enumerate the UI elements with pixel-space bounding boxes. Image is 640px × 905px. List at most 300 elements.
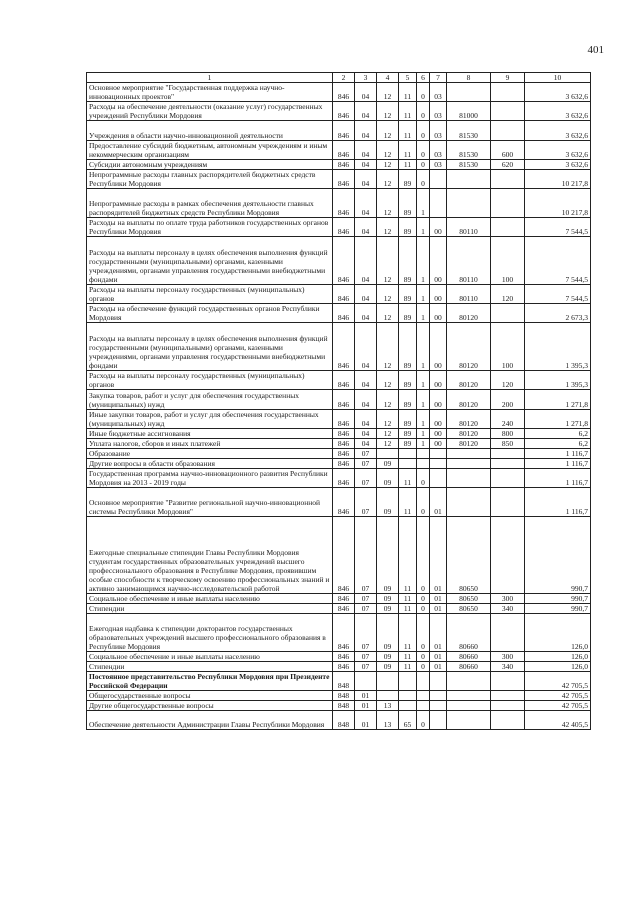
- code-subsection-cell: 09: [377, 516, 399, 593]
- code-gp-cell: 846: [333, 121, 355, 140]
- code-subsection-cell: 09: [377, 662, 399, 672]
- row-sum-cell: 42 705,5: [525, 691, 591, 701]
- code-section-cell: 04: [355, 236, 377, 284]
- row-sum-cell: 42 705,5: [525, 701, 591, 711]
- code-subprogram-cell: 1: [417, 284, 430, 303]
- code-subsection-cell: 12: [377, 188, 399, 217]
- header-cell: 6: [417, 73, 430, 83]
- code-subprogram-cell: 1: [417, 438, 430, 448]
- row-sum-cell: 3 632,6: [525, 121, 591, 140]
- table-row: [87, 691, 591, 701]
- row-name-cell: Основное мероприятие "Развитие региональной научно-инновационной системы Республики Мордовия": [87, 488, 333, 517]
- row-name-cell: Расходы на выплаты по оплате труда работников государственных органов Республики Мордовия: [87, 217, 333, 236]
- row-name-cell: Другие вопросы в области образования: [87, 458, 333, 468]
- code-expense-type-cell: 120: [491, 284, 525, 303]
- code-subprogram-cell: 0: [417, 613, 430, 651]
- row-name-cell: Субсидии автономным учреждениям: [87, 159, 333, 169]
- code-section-cell: 04: [355, 428, 377, 438]
- code-expense-type-cell: [491, 516, 525, 593]
- code-subsection-cell: 12: [377, 304, 399, 323]
- row-sum-cell: 1 116,7: [525, 488, 591, 517]
- code-program-cell: 11: [399, 516, 417, 593]
- code-subprogram-cell: [417, 672, 430, 691]
- code-subsection-cell: 12: [377, 159, 399, 169]
- table-row: [87, 390, 591, 409]
- code-program-cell: 11: [399, 593, 417, 603]
- table-row: [87, 304, 591, 323]
- code-event-cell: [430, 691, 447, 701]
- code-event-cell: 00: [430, 304, 447, 323]
- code-section-cell: 07: [355, 488, 377, 517]
- code-event-cell: 00: [430, 284, 447, 303]
- code-subsection-cell: 12: [377, 371, 399, 390]
- code-gp-cell: 846: [333, 371, 355, 390]
- code-gp-cell: 846: [333, 603, 355, 613]
- code-event-cell: 03: [430, 140, 447, 159]
- row-name-cell: Расходы на обеспечение деятельности (оказание услуг) государственных учреждений Республики Мордовия: [87, 102, 333, 121]
- code-gp-cell: 848: [333, 711, 355, 730]
- code-subprogram-cell: 0: [417, 121, 430, 140]
- row-name-cell: Непрограммные расходы в рамках обеспечения деятельности главных распорядителей бюджетных средств Республики Мордовия: [87, 188, 333, 217]
- code-subsection-cell: 12: [377, 409, 399, 428]
- header-cell: 1: [87, 73, 333, 83]
- row-sum-cell: 126,0: [525, 652, 591, 662]
- code-subsection-cell: [377, 691, 399, 701]
- page-number: 401: [587, 44, 604, 56]
- code-section-cell: 04: [355, 284, 377, 303]
- code-direction-cell: 80110: [447, 217, 491, 236]
- row-sum-cell: 3 632,6: [525, 83, 591, 102]
- code-gp-cell: 846: [333, 438, 355, 448]
- code-event-cell: [430, 711, 447, 730]
- code-direction-cell: 80110: [447, 236, 491, 284]
- row-sum-cell: 3 632,6: [525, 102, 591, 121]
- code-subsection-cell: 09: [377, 458, 399, 468]
- code-subprogram-cell: [417, 691, 430, 701]
- code-gp-cell: 846: [333, 448, 355, 458]
- code-direction-cell: [447, 701, 491, 711]
- code-expense-type-cell: [491, 701, 525, 711]
- code-expense-type-cell: 200: [491, 390, 525, 409]
- code-direction-cell: [447, 448, 491, 458]
- code-expense-type-cell: 100: [491, 323, 525, 371]
- code-subsection-cell: 12: [377, 236, 399, 284]
- code-event-cell: 00: [430, 217, 447, 236]
- row-sum-cell: 990,7: [525, 603, 591, 613]
- table-row: [87, 428, 591, 438]
- code-section-cell: 04: [355, 438, 377, 448]
- row-name-cell: Иные закупки товаров, работ и услуг для обеспечения государственных (муниципальных) нужд: [87, 409, 333, 428]
- code-event-cell: [430, 701, 447, 711]
- table-row: [87, 217, 591, 236]
- code-subsection-cell: 12: [377, 102, 399, 121]
- row-name-cell: Стипендии: [87, 603, 333, 613]
- code-direction-cell: 80650: [447, 603, 491, 613]
- code-direction-cell: 80120: [447, 323, 491, 371]
- code-subsection-cell: 12: [377, 438, 399, 448]
- row-name-cell: Основное мероприятие "Государственная поддержка научно-инновационных проектов": [87, 83, 333, 102]
- code-subprogram-cell: 0: [417, 468, 430, 487]
- row-sum-cell: 1 116,7: [525, 468, 591, 487]
- code-gp-cell: 846: [333, 236, 355, 284]
- code-direction-cell: 81530: [447, 159, 491, 169]
- code-gp-cell: 846: [333, 458, 355, 468]
- code-direction-cell: 80110: [447, 284, 491, 303]
- code-subprogram-cell: 1: [417, 217, 430, 236]
- code-direction-cell: 80120: [447, 304, 491, 323]
- code-subprogram-cell: 1: [417, 390, 430, 409]
- row-name-cell: Социальное обеспечение и иные выплаты населению: [87, 652, 333, 662]
- code-subsection-cell: 12: [377, 428, 399, 438]
- code-gp-cell: 846: [333, 652, 355, 662]
- table-row: [87, 448, 591, 458]
- code-event-cell: 01: [430, 488, 447, 517]
- code-event-cell: 01: [430, 613, 447, 651]
- code-program-cell: 89: [399, 236, 417, 284]
- table-body: [87, 83, 591, 730]
- code-section-cell: 04: [355, 304, 377, 323]
- row-sum-cell: 3 632,6: [525, 159, 591, 169]
- code-program-cell: [399, 448, 417, 458]
- code-event-cell: 03: [430, 121, 447, 140]
- code-direction-cell: [447, 711, 491, 730]
- code-direction-cell: 80120: [447, 371, 491, 390]
- header-cell: 2: [333, 73, 355, 83]
- code-gp-cell: 848: [333, 672, 355, 691]
- code-direction-cell: 80120: [447, 390, 491, 409]
- code-section-cell: 07: [355, 603, 377, 613]
- code-gp-cell: 846: [333, 323, 355, 371]
- code-program-cell: [399, 701, 417, 711]
- code-gp-cell: 846: [333, 102, 355, 121]
- row-name-cell: Другие общегосударственные вопросы: [87, 701, 333, 711]
- code-section-cell: 04: [355, 390, 377, 409]
- code-subsection-cell: 12: [377, 323, 399, 371]
- row-name-cell: Социальное обеспечение и иные выплаты населению: [87, 593, 333, 603]
- table-row: [87, 284, 591, 303]
- code-subprogram-cell: 0: [417, 169, 430, 188]
- code-program-cell: 11: [399, 652, 417, 662]
- code-subsection-cell: 09: [377, 593, 399, 603]
- code-subsection-cell: 13: [377, 711, 399, 730]
- code-expense-type-cell: [491, 691, 525, 701]
- code-subprogram-cell: 0: [417, 603, 430, 613]
- code-program-cell: 89: [399, 323, 417, 371]
- code-section-cell: 04: [355, 188, 377, 217]
- code-program-cell: [399, 691, 417, 701]
- code-subsection-cell: 09: [377, 652, 399, 662]
- code-program-cell: 89: [399, 428, 417, 438]
- code-expense-type-cell: [491, 304, 525, 323]
- table-row: [87, 603, 591, 613]
- code-program-cell: 11: [399, 121, 417, 140]
- code-direction-cell: [447, 83, 491, 102]
- code-gp-cell: 846: [333, 83, 355, 102]
- table-row: [87, 516, 591, 593]
- table-row: [87, 323, 591, 371]
- code-subprogram-cell: 1: [417, 409, 430, 428]
- code-subprogram-cell: [417, 458, 430, 468]
- code-event-cell: 01: [430, 593, 447, 603]
- code-subsection-cell: [377, 672, 399, 691]
- code-program-cell: 65: [399, 711, 417, 730]
- row-name-cell: Общегосударственные вопросы: [87, 691, 333, 701]
- row-name-cell: Расходы на выплаты персоналу государственных (муниципальных) органов: [87, 284, 333, 303]
- code-gp-cell: 846: [333, 613, 355, 651]
- code-event-cell: 00: [430, 428, 447, 438]
- table-row: [87, 83, 591, 102]
- code-subprogram-cell: 1: [417, 188, 430, 217]
- table-row: [87, 613, 591, 651]
- table-row: [87, 593, 591, 603]
- row-name-cell: Стипендии: [87, 662, 333, 672]
- row-sum-cell: 6,2: [525, 438, 591, 448]
- code-gp-cell: 846: [333, 217, 355, 236]
- code-event-cell: [430, 672, 447, 691]
- table-row: [87, 102, 591, 121]
- table-row: [87, 371, 591, 390]
- code-subprogram-cell: 0: [417, 652, 430, 662]
- code-direction-cell: [447, 691, 491, 701]
- table-row: [87, 188, 591, 217]
- code-event-cell: 00: [430, 323, 447, 371]
- code-subprogram-cell: 1: [417, 428, 430, 438]
- row-name-cell: Постоянное представительство Республики Мордовия при Президенте Российской Федерации: [87, 672, 333, 691]
- table-header-row: [87, 73, 591, 83]
- code-subsection-cell: 09: [377, 613, 399, 651]
- row-name-cell: Предоставление субсидий бюджетным, автономным учреждениям и иным некоммерческим организациям: [87, 140, 333, 159]
- code-subprogram-cell: [417, 448, 430, 458]
- code-event-cell: 03: [430, 83, 447, 102]
- code-section-cell: 04: [355, 323, 377, 371]
- code-subsection-cell: 12: [377, 140, 399, 159]
- code-gp-cell: 846: [333, 390, 355, 409]
- code-subprogram-cell: 0: [417, 593, 430, 603]
- code-direction-cell: 81530: [447, 140, 491, 159]
- row-sum-cell: 42 705,5: [525, 672, 591, 691]
- code-section-cell: 01: [355, 711, 377, 730]
- code-section-cell: 07: [355, 458, 377, 468]
- code-gp-cell: 846: [333, 188, 355, 217]
- code-section-cell: 04: [355, 121, 377, 140]
- row-name-cell: Учреждения в области научно-инновационной деятельности: [87, 121, 333, 140]
- code-expense-type-cell: [491, 188, 525, 217]
- header-cell: 8: [447, 73, 491, 83]
- code-expense-type-cell: [491, 672, 525, 691]
- code-subsection-cell: 12: [377, 390, 399, 409]
- row-sum-cell: 7 544,5: [525, 217, 591, 236]
- code-event-cell: [430, 468, 447, 487]
- row-name-cell: Расходы на выплаты персоналу в целях обеспечения выполнения функций государственными (муниципальными) органами, казенными учреждениями, органами управления государственными внебюджетными фондами: [87, 323, 333, 371]
- code-program-cell: [399, 458, 417, 468]
- header-cell: 10: [525, 73, 591, 83]
- code-direction-cell: 80650: [447, 516, 491, 593]
- code-subprogram-cell: 1: [417, 304, 430, 323]
- table-row: [87, 701, 591, 711]
- row-sum-cell: 1 395,3: [525, 371, 591, 390]
- code-direction-cell: 80120: [447, 409, 491, 428]
- row-name-cell: Иные бюджетные ассигнования: [87, 428, 333, 438]
- row-name-cell: Непрограммные расходы главных распорядителей бюджетных средств Республики Мордовия: [87, 169, 333, 188]
- code-subsection-cell: 12: [377, 169, 399, 188]
- code-subsection-cell: [377, 448, 399, 458]
- table-row: [87, 236, 591, 284]
- code-event-cell: [430, 448, 447, 458]
- code-gp-cell: 846: [333, 488, 355, 517]
- row-sum-cell: 1 271,8: [525, 390, 591, 409]
- code-section-cell: 04: [355, 169, 377, 188]
- table-row: [87, 438, 591, 448]
- code-program-cell: 11: [399, 613, 417, 651]
- code-gp-cell: 846: [333, 428, 355, 438]
- code-program-cell: 11: [399, 83, 417, 102]
- row-name-cell: Расходы на выплаты персоналу государственных (муниципальных) органов: [87, 371, 333, 390]
- code-direction-cell: [447, 188, 491, 217]
- code-expense-type-cell: 100: [491, 236, 525, 284]
- table-row: [87, 468, 591, 487]
- code-direction-cell: 80660: [447, 662, 491, 672]
- row-sum-cell: 10 217,8: [525, 169, 591, 188]
- code-program-cell: 89: [399, 188, 417, 217]
- code-expense-type-cell: 600: [491, 140, 525, 159]
- row-sum-cell: 1 395,3: [525, 323, 591, 371]
- code-direction-cell: 80660: [447, 652, 491, 662]
- code-subprogram-cell: 1: [417, 323, 430, 371]
- code-direction-cell: 80120: [447, 428, 491, 438]
- code-event-cell: 01: [430, 516, 447, 593]
- row-name-cell: Расходы на обеспечение функций государственных органов Республики Мордовия: [87, 304, 333, 323]
- table-row: [87, 672, 591, 691]
- code-program-cell: 11: [399, 603, 417, 613]
- code-subsection-cell: 12: [377, 284, 399, 303]
- code-expense-type-cell: [491, 468, 525, 487]
- table-row: [87, 409, 591, 428]
- code-subsection-cell: 12: [377, 121, 399, 140]
- code-section-cell: 04: [355, 102, 377, 121]
- code-gp-cell: 846: [333, 304, 355, 323]
- code-event-cell: 00: [430, 236, 447, 284]
- code-program-cell: 89: [399, 169, 417, 188]
- code-expense-type-cell: [491, 488, 525, 517]
- code-section-cell: 07: [355, 448, 377, 458]
- code-gp-cell: 846: [333, 593, 355, 603]
- code-event-cell: 00: [430, 409, 447, 428]
- row-sum-cell: 42 405,5: [525, 711, 591, 730]
- table-row: [87, 159, 591, 169]
- code-expense-type-cell: 340: [491, 662, 525, 672]
- code-section-cell: 07: [355, 613, 377, 651]
- code-gp-cell: 846: [333, 516, 355, 593]
- row-sum-cell: 1 116,7: [525, 448, 591, 458]
- code-program-cell: 89: [399, 409, 417, 428]
- code-program-cell: 89: [399, 304, 417, 323]
- code-gp-cell: 846: [333, 284, 355, 303]
- code-expense-type-cell: [491, 217, 525, 236]
- code-expense-type-cell: 340: [491, 603, 525, 613]
- code-direction-cell: 81530: [447, 121, 491, 140]
- code-program-cell: 89: [399, 390, 417, 409]
- row-sum-cell: 1 116,7: [525, 458, 591, 468]
- row-sum-cell: 126,0: [525, 613, 591, 651]
- header-cell: 4: [377, 73, 399, 83]
- code-program-cell: 89: [399, 284, 417, 303]
- code-program-cell: [399, 672, 417, 691]
- row-sum-cell: 2 673,3: [525, 304, 591, 323]
- code-section-cell: 07: [355, 662, 377, 672]
- row-sum-cell: 10 217,8: [525, 188, 591, 217]
- row-name-cell: Образование: [87, 448, 333, 458]
- code-expense-type-cell: [491, 102, 525, 121]
- code-expense-type-cell: 120: [491, 371, 525, 390]
- code-event-cell: 01: [430, 652, 447, 662]
- code-subprogram-cell: 0: [417, 159, 430, 169]
- code-section-cell: 07: [355, 593, 377, 603]
- code-section-cell: 04: [355, 217, 377, 236]
- code-expense-type-cell: 300: [491, 593, 525, 603]
- code-subprogram-cell: 0: [417, 662, 430, 672]
- code-section-cell: 01: [355, 701, 377, 711]
- table-row: [87, 140, 591, 159]
- row-sum-cell: 7 544,5: [525, 236, 591, 284]
- code-expense-type-cell: [491, 121, 525, 140]
- row-name-cell: Расходы на выплаты персоналу в целях обеспечения выполнения функций государственными (муниципальными) органами, казенными учреждениями, органами управления государственными внебюджетными фондами: [87, 236, 333, 284]
- code-subprogram-cell: 0: [417, 516, 430, 593]
- code-event-cell: [430, 169, 447, 188]
- code-program-cell: 11: [399, 468, 417, 487]
- code-subprogram-cell: 0: [417, 102, 430, 121]
- code-event-cell: 01: [430, 662, 447, 672]
- code-expense-type-cell: 620: [491, 159, 525, 169]
- table-row: [87, 169, 591, 188]
- table-row: [87, 121, 591, 140]
- code-subprogram-cell: [417, 701, 430, 711]
- code-expense-type-cell: [491, 711, 525, 730]
- code-subprogram-cell: 1: [417, 371, 430, 390]
- code-subprogram-cell: 0: [417, 711, 430, 730]
- code-direction-cell: [447, 468, 491, 487]
- code-gp-cell: 846: [333, 468, 355, 487]
- table-row: [87, 711, 591, 730]
- code-expense-type-cell: [491, 83, 525, 102]
- code-gp-cell: 846: [333, 140, 355, 159]
- code-direction-cell: 81000: [447, 102, 491, 121]
- code-direction-cell: [447, 672, 491, 691]
- code-direction-cell: 80650: [447, 593, 491, 603]
- code-program-cell: 11: [399, 662, 417, 672]
- code-subprogram-cell: 0: [417, 83, 430, 102]
- code-expense-type-cell: 240: [491, 409, 525, 428]
- code-event-cell: 01: [430, 603, 447, 613]
- code-direction-cell: [447, 458, 491, 468]
- code-program-cell: 89: [399, 371, 417, 390]
- row-sum-cell: 1 271,8: [525, 409, 591, 428]
- budget-table: [86, 72, 591, 730]
- code-event-cell: 03: [430, 102, 447, 121]
- code-program-cell: 89: [399, 438, 417, 448]
- header-cell: 5: [399, 73, 417, 83]
- code-section-cell: 04: [355, 159, 377, 169]
- code-direction-cell: 80120: [447, 438, 491, 448]
- code-section-cell: 07: [355, 516, 377, 593]
- code-expense-type-cell: [491, 458, 525, 468]
- code-expense-type-cell: [491, 448, 525, 458]
- code-gp-cell: 846: [333, 409, 355, 428]
- code-gp-cell: 848: [333, 701, 355, 711]
- code-expense-type-cell: [491, 613, 525, 651]
- code-program-cell: 11: [399, 488, 417, 517]
- code-subsection-cell: 09: [377, 468, 399, 487]
- code-section-cell: 01: [355, 691, 377, 701]
